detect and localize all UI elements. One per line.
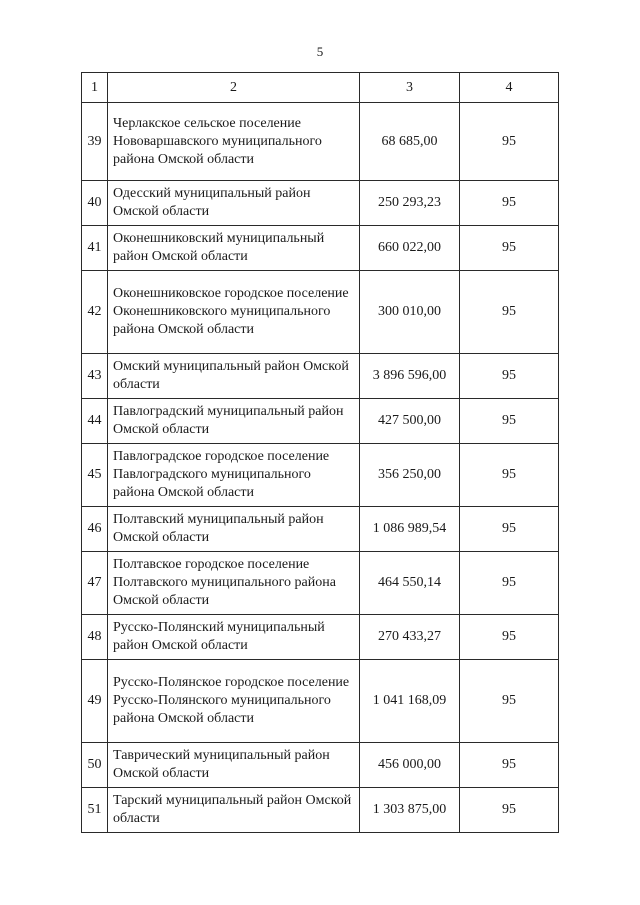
amount-value: 3 896 596,00 <box>360 354 460 399</box>
amount-value: 1 086 989,54 <box>360 507 460 552</box>
row-number: 51 <box>82 788 108 833</box>
column-header: 1 <box>82 73 108 103</box>
row-number: 39 <box>82 103 108 181</box>
percent-value: 95 <box>460 226 559 271</box>
percent-value: 95 <box>460 354 559 399</box>
amount-value: 250 293,23 <box>360 181 460 226</box>
amount-value: 68 685,00 <box>360 103 460 181</box>
row-number: 48 <box>82 615 108 660</box>
amount-value: 356 250,00 <box>360 444 460 507</box>
municipality-name: Павлоградское городское поселение Павлоградского муниципального района Омской области <box>108 444 360 507</box>
percent-value: 95 <box>460 181 559 226</box>
table-row <box>82 226 559 271</box>
amount-value: 456 000,00 <box>360 743 460 788</box>
table-row <box>82 788 559 833</box>
row-number: 44 <box>82 399 108 444</box>
percent-value: 95 <box>460 507 559 552</box>
column-header: 4 <box>460 73 559 103</box>
row-number: 49 <box>82 660 108 743</box>
table-row <box>82 181 559 226</box>
municipality-name: Омский муниципальный район Омской области <box>108 354 360 399</box>
percent-value: 95 <box>460 615 559 660</box>
row-number: 46 <box>82 507 108 552</box>
amount-value: 300 010,00 <box>360 271 460 354</box>
municipality-name: Павлоградский муниципальный район Омской области <box>108 399 360 444</box>
table-row <box>82 615 559 660</box>
percent-value: 95 <box>460 103 559 181</box>
table-row <box>82 444 559 507</box>
row-number: 47 <box>82 552 108 615</box>
table-row <box>82 271 559 354</box>
percent-value: 95 <box>460 271 559 354</box>
table-header-row <box>82 73 559 103</box>
table-row <box>82 103 559 181</box>
amount-value: 464 550,14 <box>360 552 460 615</box>
row-number: 41 <box>82 226 108 271</box>
table-row <box>82 743 559 788</box>
percent-value: 95 <box>460 444 559 507</box>
amount-value: 1 303 875,00 <box>360 788 460 833</box>
municipality-name: Оконешниковский муниципальный район Омской области <box>108 226 360 271</box>
row-number: 42 <box>82 271 108 354</box>
amount-value: 270 433,27 <box>360 615 460 660</box>
percent-value: 95 <box>460 399 559 444</box>
percent-value: 95 <box>460 660 559 743</box>
municipality-name: Тарский муниципальный район Омской области <box>108 788 360 833</box>
municipality-name: Полтавское городское поселение Полтавского муниципального района Омской области <box>108 552 360 615</box>
row-number: 45 <box>82 444 108 507</box>
municipality-name: Таврический муниципальный район Омской области <box>108 743 360 788</box>
municipality-name: Черлакское сельское поселение Нововаршавского муниципального района Омской области <box>108 103 360 181</box>
table-row <box>82 552 559 615</box>
table-row <box>82 660 559 743</box>
percent-value: 95 <box>460 788 559 833</box>
row-number: 50 <box>82 743 108 788</box>
percent-value: 95 <box>460 743 559 788</box>
amount-value: 427 500,00 <box>360 399 460 444</box>
table-row <box>82 399 559 444</box>
amount-value: 660 022,00 <box>360 226 460 271</box>
municipality-name: Одесский муниципальный район Омской области <box>108 181 360 226</box>
column-header: 2 <box>108 73 360 103</box>
row-number: 43 <box>82 354 108 399</box>
municipality-name: Русско-Полянский муниципальный район Омской области <box>108 615 360 660</box>
municipality-name: Русско-Полянское городское поселение Русско-Полянского муниципального района Омской области <box>108 660 360 743</box>
row-number: 40 <box>82 181 108 226</box>
page-number: 5 <box>316 44 324 59</box>
municipality-name: Полтавский муниципальный район Омской области <box>108 507 360 552</box>
allocation-table <box>81 72 559 833</box>
table-row <box>82 354 559 399</box>
amount-value: 1 041 168,09 <box>360 660 460 743</box>
column-header: 3 <box>360 73 460 103</box>
table-row <box>82 507 559 552</box>
municipality-name: Оконешниковское городское поселение Оконешниковского муниципального района Омской области <box>108 271 360 354</box>
percent-value: 95 <box>460 552 559 615</box>
